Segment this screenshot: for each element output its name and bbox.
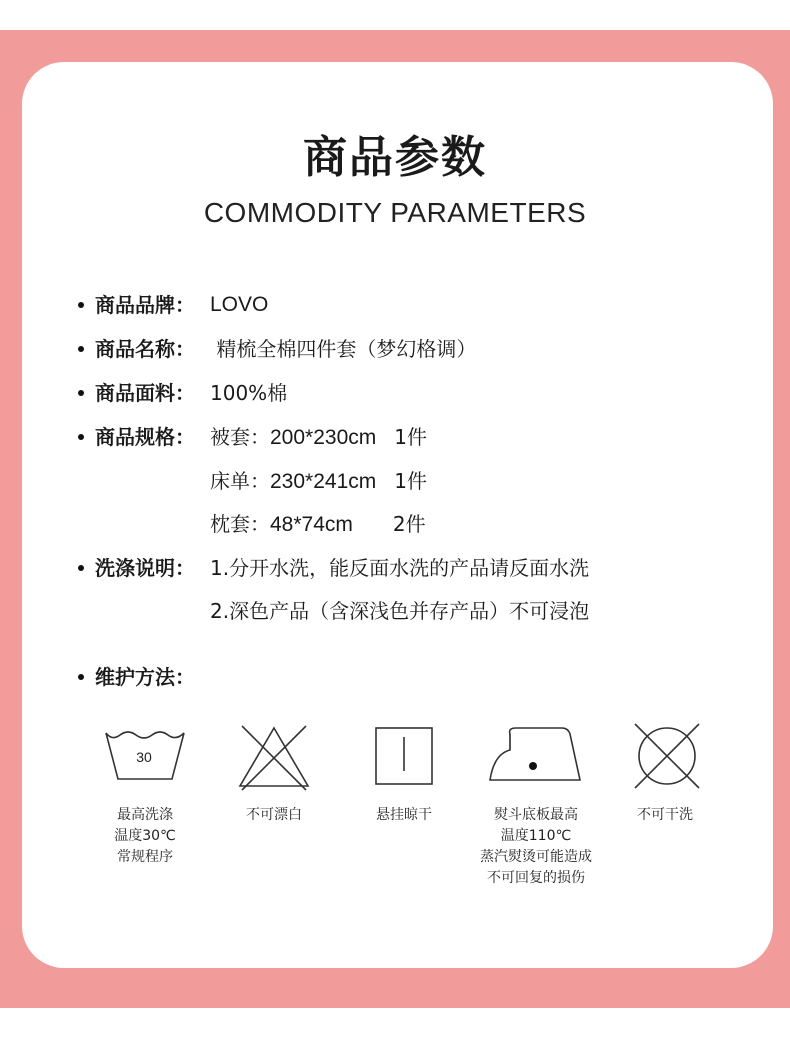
param-label: 商品品牌： [95,293,195,317]
param-label: 商品面料： [95,381,195,405]
spec-count: 1件 [394,425,427,449]
param-value: 100%棉 [210,381,288,405]
spec-size: 48*74cm [270,513,353,536]
iron-medium-icon [486,724,586,786]
spec-item: 枕套： [210,512,270,536]
caption-line: 温度30℃ [114,828,176,844]
spec-item: 被套： [210,425,270,449]
care-caption-iron [461,805,611,889]
line-dry-icon [373,725,435,787]
spec-count: 2件 [392,512,426,536]
bullet [78,346,84,352]
param-label: 维护方法： [95,665,195,689]
care-caption-dry [329,805,479,826]
spec-line [210,508,426,540]
caption-line: 不可漂白 [246,807,302,823]
caption-line: 熨斗底板最高 [494,807,578,823]
bullet [78,565,84,571]
caption-line: 不可回复的损伤 [487,870,585,886]
care-caption-wash [70,805,220,868]
param-value: LOVO [210,293,269,316]
spec-size: 200*230cm [270,426,377,449]
caption-line: 温度110℃ [500,828,572,844]
caption-line: 不可干洗 [637,807,693,823]
caption-line: 悬挂晾干 [376,807,432,823]
param-label: 洗涤说明： [95,556,195,580]
spec-size: 230*241cm [270,470,377,493]
caption-line: 常规程序 [117,849,173,865]
bullet [78,302,84,308]
bullet [78,434,84,440]
wash-temp-label: 30 [136,749,152,765]
param-label: 商品规格： [95,425,195,449]
param-value: 精梳全棉四件套（梦幻格调） [210,337,477,361]
caption-line: 最高洗涤 [117,807,173,823]
washing-line: 2.深色产品（含深浅色并存产品）不可浸泡 [210,599,590,623]
spec-line [210,465,427,497]
page-subtitle: COMMODITY PARAMETERS [203,197,587,228]
bullet [78,390,84,396]
param-label: 商品名称： [95,337,195,361]
care-caption-dryclean [590,805,740,826]
no-dry-clean-icon [632,721,702,791]
care-caption-bleach [199,805,349,826]
spec-line [210,421,427,453]
washing-line: 1.分开水洗，能反面水洗的产品请反面水洗 [210,556,590,580]
spec-item: 床单： [210,469,270,493]
spec-count: 1件 [394,469,427,493]
wash-30-icon [100,725,190,785]
page-title: 商品参数 [303,132,487,183]
bullet [78,674,84,680]
caption-line: 蒸汽熨烫可能造成 [480,849,592,865]
no-bleach-icon [236,722,312,792]
